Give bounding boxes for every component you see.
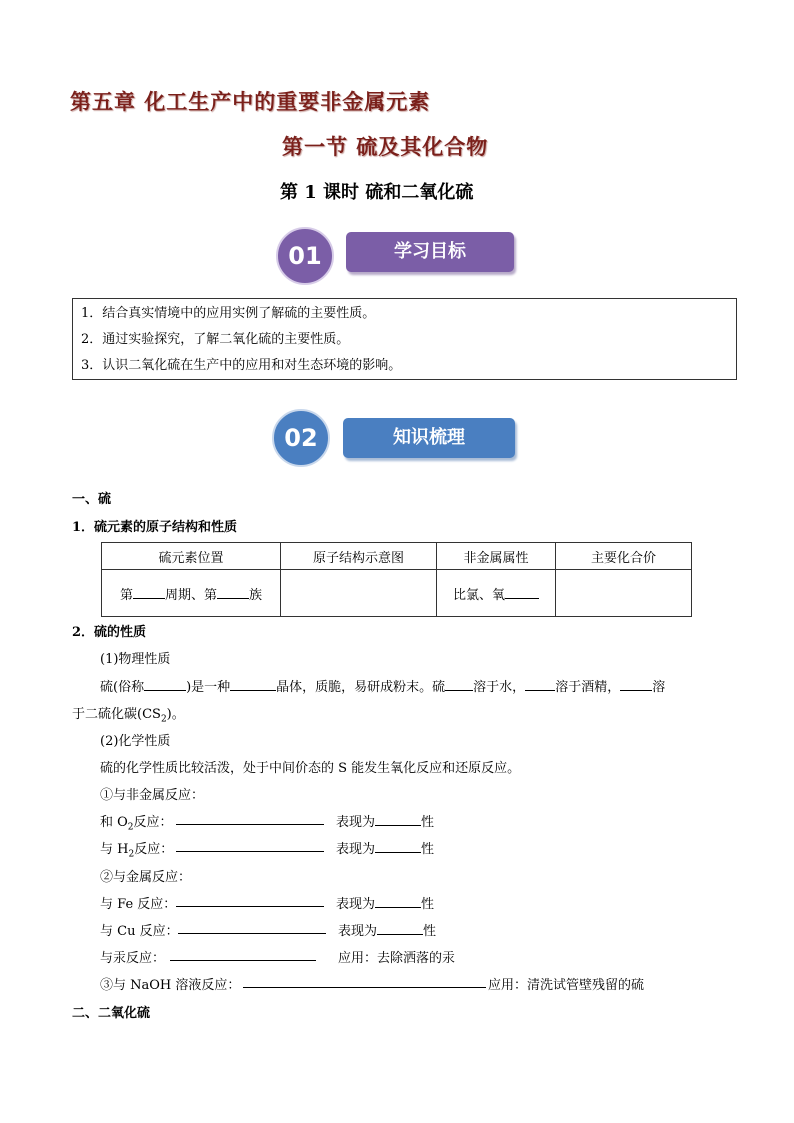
text: 性 [421,815,435,830]
text: 表现为 [338,924,378,939]
learning-goals-box [72,298,737,380]
cu-property-line [338,920,436,939]
text: 性 [423,924,437,939]
text: 晶体，质脆，易研成粉末。硫 [276,680,446,695]
fill-blank[interactable] [375,840,421,853]
h2-property-line [336,838,434,857]
fill-blank[interactable] [505,586,539,599]
text: 性 [421,897,435,912]
nonmetal-reaction-title: ①与非金属反应： [100,788,205,803]
goal-item: 3．认识二氧化硫在生产中的应用和对生态环境的影响。 [81,358,402,373]
fe-property-line [336,893,434,912]
text: 和 O [100,815,128,830]
text: 溶 [652,680,666,695]
fe-equation-blank[interactable] [176,894,324,907]
table-header: 非金属属性 [437,543,556,570]
table-header: 原子结构示意图 [281,543,437,570]
physical-text [100,676,665,695]
text: 硫(俗称 [100,680,145,695]
hg-equation-blank[interactable] [170,948,316,961]
text: 性 [421,842,435,857]
cell-text: 比氯、氧 [452,587,505,603]
cell-text: 族 [249,587,263,603]
sulfur-properties-table [101,542,692,617]
table-header: 主要化合价 [556,543,692,570]
fill-blank[interactable] [230,678,276,691]
part-number: 02 [284,424,318,452]
fill-blank[interactable] [133,586,165,599]
section-title: 第一节 硫及其化合物 [282,135,489,159]
physical-title: (1)物理性质 [100,652,171,667]
part-number: 01 [288,242,322,270]
table-cell-position [102,570,281,617]
part-number-badge [275,226,335,286]
text: 溶于酒精， [555,680,621,695]
text: 表现为 [336,897,376,912]
h2-reaction-line [100,838,173,860]
naoh-equation-blank[interactable] [243,975,486,988]
fill-blank[interactable] [217,586,249,599]
text: )。 [166,707,185,722]
goal-item: 2．通过实验探究，了解二氧化硫的主要性质。 [81,332,350,347]
cu-reaction-label: 与 Cu 反应： [100,924,179,939]
cell-text: 周期、第 [164,587,217,603]
naoh-reaction-label: ③与 NaOH 溶液反应： [100,978,241,993]
part-title-banner: 学习目标 [346,232,514,272]
fill-blank[interactable] [375,895,421,908]
naoh-application: 应用：清洗试管壁残留的硫 [488,978,645,993]
subscript: 2 [160,714,167,725]
subscript: 2 [127,822,134,833]
h2-equation-blank[interactable] [176,839,324,852]
text: 溶于水， [473,680,526,695]
text: 于二硫化碳(CS [72,707,161,722]
hg-application: 应用：去除洒落的汞 [338,951,456,966]
physical-text-cont [72,703,185,725]
table-header: 硫元素位置 [102,543,281,570]
o2-equation-blank[interactable] [176,812,324,825]
part-title-banner: 知识梳理 [343,418,515,458]
cell-text: 第 [119,587,133,603]
chemical-title: (2)化学性质 [100,734,171,749]
heading-sulfur: 一、硫 [72,492,112,507]
metal-reaction-title: ②与金属反应： [100,870,192,885]
subheading-properties: 2．硫的性质 [72,625,147,640]
table-cell-valence [556,570,692,617]
text: 反应： [134,842,174,857]
cu-equation-blank[interactable] [178,921,326,934]
fill-blank[interactable] [377,922,423,935]
fill-blank[interactable] [620,678,652,691]
o2-reaction-line [100,811,173,833]
subheading-atomic-structure: 1．硫元素的原子结构和性质 [72,520,238,535]
chapter-title: 第五章 化工生产中的重要非金属元素 [70,90,431,114]
text: )是一种 [186,680,231,695]
fill-blank[interactable] [445,678,473,691]
text: 表现为 [336,842,376,857]
table-cell-diagram [281,570,437,617]
text: 表现为 [336,815,376,830]
hg-reaction-label: 与汞反应： [100,951,166,966]
chemical-intro: 硫的化学性质比较活泼，处于中间价态的 S 能发生氧化反应和还原反应。 [100,761,521,776]
o2-property-line [336,811,434,830]
subscript: 2 [128,849,135,860]
fill-blank[interactable] [144,678,186,691]
goal-item: 1．结合真实情境中的应用实例了解硫的主要性质。 [81,306,376,321]
part-number-badge [271,408,331,468]
heading-sulfur-dioxide: 二、二氧化硫 [72,1006,151,1021]
fill-blank[interactable] [375,813,421,826]
text: 与 H [100,842,129,857]
fe-reaction-label: 与 Fe 反应： [100,897,177,912]
text: 反应： [133,815,173,830]
table-cell-nonmetal [437,570,556,617]
fill-blank[interactable] [525,678,555,691]
lesson-title: 第 1 课时 硫和二氧化硫 [280,182,474,203]
